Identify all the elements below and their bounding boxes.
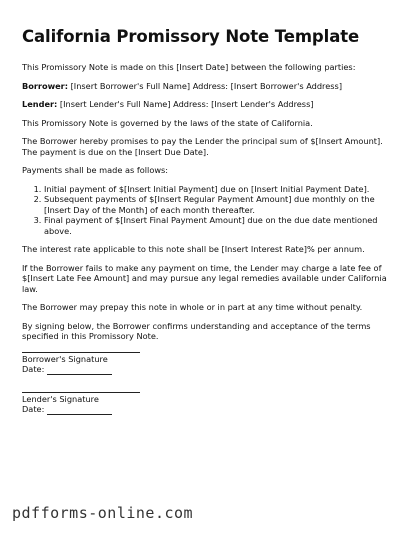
document-title: California Promissory Note Template [22, 27, 360, 46]
lender-label: Lender: [22, 99, 58, 109]
lender-date-label: Date: [22, 404, 45, 414]
intro-paragraph: This Promissory Note is made on this [Insert Date] between the following parties: [22, 62, 356, 72]
watermark-text: pdfforms-online.com [12, 504, 194, 522]
lender-date-field[interactable] [47, 406, 112, 415]
borrower-label: Borrower: [22, 80, 68, 91]
interest-paragraph: The interest rate applicable to this note shall be [Insert Interest Rate]% per annum. [22, 244, 365, 254]
payment-item-final: 3. Final payment of $[Insert Final Payment Amount] due on the due date mentioned above. [44, 215, 394, 236]
governing-law-paragraph: This Promissory Note is governed by the laws of the state of California. [22, 117, 313, 128]
borrower-details: [Insert Borrower's Full Name] Address: [Insert Borrower's Address] [68, 80, 343, 91]
payment-list [22, 184, 394, 237]
principal-paragraph: The Borrower hereby promises to pay the Lender the principal sum of $[Insert Amount]. The payment is due on the [Insert Due Date]. [22, 136, 383, 157]
borrower-signature-line[interactable] [22, 352, 140, 353]
payment-item-initial: 1. Initial payment of $[Insert Initial Payment] due on [Insert Initial Payment Date]. [44, 184, 394, 195]
late-fee-paragraph: If the Borrower fails to make any payment on time, the Lender may charge a late fee of $[Insert Late Fee Amount] and may pursue any legal remedies available under California law. [22, 262, 387, 294]
payments-intro: Payments shall be made as follows: [22, 165, 169, 175]
lender-details: [Insert Lender's Full Name] Address: [Insert Lender's Address] [57, 99, 314, 109]
borrower-signature-label: Borrower's Signature [22, 353, 108, 364]
borrower-date-row [22, 364, 394, 375]
document-page [22, 26, 394, 415]
lender-signature-label: Lender's Signature [22, 393, 99, 404]
prepay-paragraph: The Borrower may prepay this note in whole or in part at any time without penalty. [22, 302, 363, 312]
borrower-line [22, 81, 394, 92]
lender-signature-line[interactable] [22, 392, 140, 393]
acknowledgement-paragraph: By signing below, the Borrower confirms understanding and acceptance of the terms specified in this Promissory Note. [22, 320, 371, 341]
lender-date-row [22, 404, 394, 415]
lender-line [22, 99, 394, 110]
borrower-signature-block [22, 352, 394, 375]
borrower-date-field[interactable] [47, 366, 112, 375]
payment-item-subsequent: 2. Subsequent payments of $[Insert Regular Payment Amount] due monthly on the [Insert Day of the Month] of each month thereafter. [44, 194, 394, 215]
lender-signature-block [22, 392, 394, 415]
borrower-date-label: Date: [22, 364, 45, 374]
